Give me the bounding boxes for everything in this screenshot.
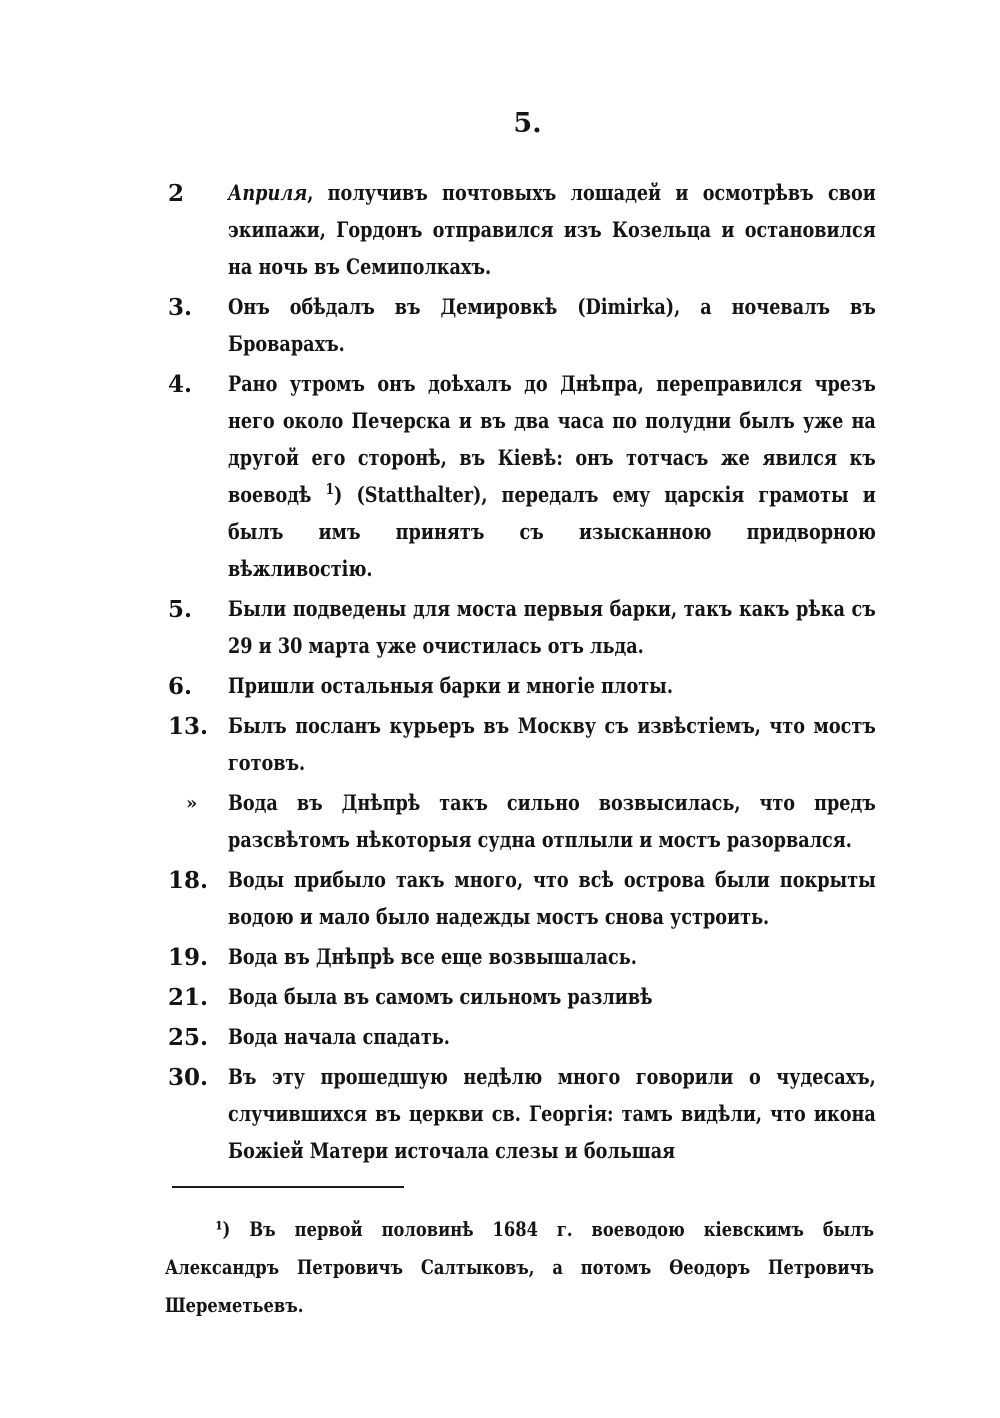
diary-entry: [0, 939, 1000, 976]
page-number: 5.: [513, 108, 542, 139]
entry-date: 3.: [168, 294, 193, 321]
diary-entry: [0, 668, 1000, 705]
entry-text: Вода въ Днѣпрѣ все еще возвышалась.: [228, 945, 637, 970]
entry-date: 18.: [168, 867, 209, 894]
entry-date: 25.: [168, 1024, 209, 1051]
entry-text: Пришли остальныя барки и многіе плоты.: [228, 674, 673, 699]
diary-entry: [0, 708, 1000, 782]
diary-entries: [0, 175, 1000, 1173]
footnote: [165, 1210, 874, 1324]
entry-month: Априля: [228, 181, 308, 206]
entry-date: 4.: [168, 371, 193, 398]
entry-date: 6.: [168, 673, 193, 700]
entry-text: Вода была въ самомъ сильномъ разливѣ: [228, 985, 653, 1010]
entry-date: 21.: [168, 984, 209, 1011]
entry-text: Онъ обѣдалъ въ Демировкѣ (Dimirka), а ночевалъ въ Броварахъ.: [228, 295, 876, 357]
entry-body: , получивъ почтовыхъ лошадей и осмотрѣвъ свои экипажи, Гордонъ отправился изъ Козельца и остановился на ночь въ Семиполкахъ.: [228, 181, 876, 280]
footnote-reference: 1: [325, 479, 335, 498]
footnote-divider: [172, 1186, 404, 1188]
entry-body-after: ) (Statthalter), передалъ ему царскія грамоты и былъ имъ принятъ съ изысканною придворною вѣжливостію.: [228, 483, 876, 582]
entry-text: Воды прибыло такъ много, что всѣ острова были покрыты водою и мало было надежды мостъ снова устроить.: [228, 868, 876, 930]
diary-entry: [0, 862, 1000, 936]
footnote-text: Въ первой половинѣ 1684 г. воеводою кіевскимъ былъ Александръ Петровичъ Салтыковъ, а потомъ Ѳеодоръ Петровичъ Шереметьевъ.: [165, 1217, 875, 1317]
entry-text: Были подведены для моста первыя барки, такъ какъ рѣка съ 29 и 30 марта уже очистилась отъ льда.: [228, 597, 876, 659]
footnote-marker: ¹): [215, 1217, 231, 1241]
diary-entry: [0, 366, 1000, 588]
entry-text: Былъ посланъ курьеръ въ Москву съ извѣстіемъ, что мостъ готовъ.: [228, 714, 876, 776]
entry-date: 13.: [168, 713, 209, 740]
diary-entry: [0, 979, 1000, 1016]
entry-text: Вода начала спадать.: [228, 1025, 450, 1050]
diary-entry: [0, 785, 1000, 859]
entry-text: Въ эту прошедшую недѣлю много говорили о чудесахъ, случившихся въ церкви св. Георгія: тамъ видѣли, что икона Божіей Матери источала слезы и большая: [228, 1065, 876, 1164]
entry-date: 5.: [168, 596, 193, 623]
diary-entry: [0, 175, 1000, 286]
diary-entry: [0, 591, 1000, 665]
diary-entry: [0, 1059, 1000, 1170]
entry-text: [228, 175, 876, 286]
entry-date: 2: [168, 180, 185, 207]
entry-text: Вода въ Днѣпрѣ такъ сильно возвысилась, что предъ разсвѣтомъ нѣкоторыя судна отплыли и мостъ разорвался.: [228, 791, 876, 853]
entry-date: 19.: [168, 944, 209, 971]
entry-date: 30.: [168, 1064, 209, 1091]
entry-body-before: Рано утромъ онъ доѣхалъ до Днѣпра, переправился чрезъ него около Печерска и въ два часа по полудни былъ уже на другой его сторонѣ, въ Кіевѣ: онъ тотчасъ же явился къ воеводѣ: [228, 372, 876, 508]
diary-entry: [0, 289, 1000, 363]
entry-date-ditto-mark: »: [186, 793, 198, 814]
diary-entry: [0, 1019, 1000, 1056]
entry-text: [228, 366, 876, 588]
